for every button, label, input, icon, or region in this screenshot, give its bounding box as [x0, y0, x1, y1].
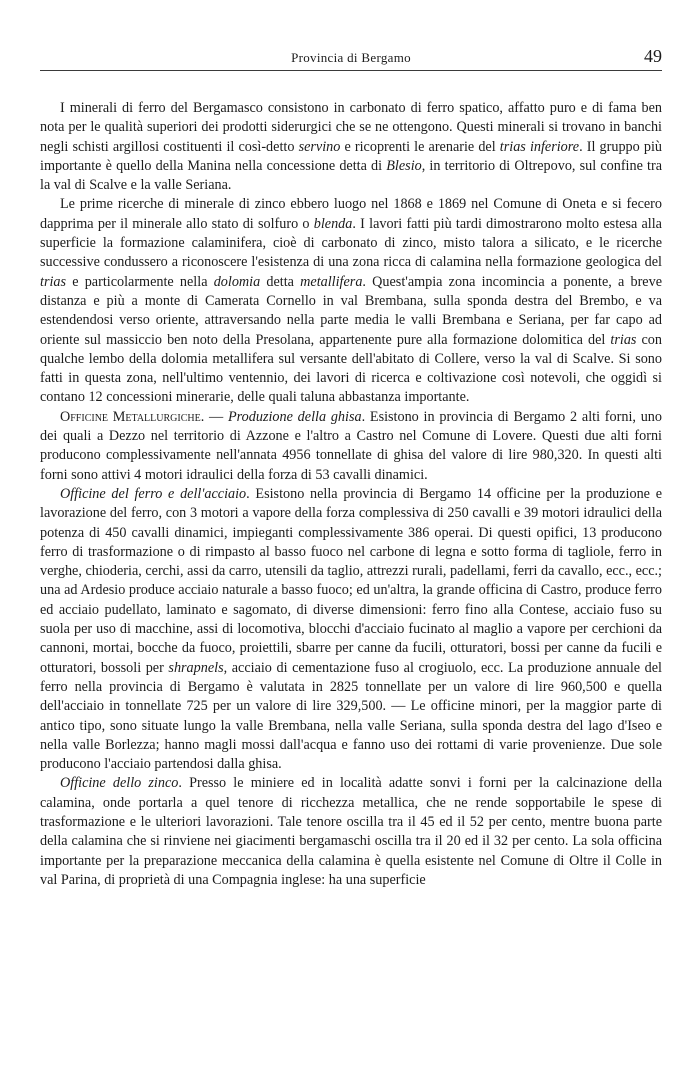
- paragraph-zinc-research: Le prime ricerche di minerale di zinco ebbero luogo nel 1868 e 1869 nel Comune di Oneta e si fecero dapprima per il minerale allo stato di solfuro o blenda. I lavori fatti più tardi dimostrarono molto estesa alla superficie la formazione calaminifera, cioè di carbonato di zinco, misto talora a silicato, e le ricerche successive condussero a riconoscere l'esistenza di una zona ricca di calamina nella formazione geologica del trias e particolarmente nella dolomia detta metallifera. Quest'ampia zona incomincia a ponente, a breve distanza e più a monte di Camerata Cornello in val Brembana, sulla sponda destra del Brembo, e va estendendosi verso oriente, attraversando nella parte media le valli Brembana e Seriana, per far capo ad oriente sul massiccio ben noto della Presolana, appartenente pure alla formazione dolomitica del trias con qualche lembo della dolomia metallifera sul versante dell'abitato di Collere, verso la val di Scalve. Si sono fatti in questa zona, nell'ultimo ventennio, dei lavori di ricerca e coltivazione così notevoli, che oggidì si contano 12 concessioni minerarie, delle quali taluna abbastanza importante.: [40, 196, 662, 406]
- paragraph-iron-minerals: I minerali di ferro del Bergamasco consistono in carbonato di ferro spatico, affatto puro e di fama ben nota per le qualità superiori dei prodotti siderurgici che se ne ottengono. Questi minerali si trovano in banchi negli schisti argillosi costituenti il così-detto servino e ricoprenti le arenarie del trias inferiore. Il gruppo più importante è quello della Manina nella concessione detta di Blesio, in territorio di Oltrepovo, sul confine tra la val di Scalve e la valle Seriana.: [40, 100, 662, 194]
- paragraph-cast-iron: Officine Metallurgiche. — Produzione della ghisa. Esistono in provincia di Bergamo 2 alti forni, uno dei quali a Dezzo nel territorio di Azzone e l'altro a Castro nel Comune di Lovere. Questi due alti forni producono complessivamente nell'annata 4956 tonnellate di ghisa del valore di lire 980,320. In questi alti forni sono attivi 4 motori idraulici della forza di 53 cavalli dinamici.: [40, 408, 662, 483]
- page-body: [40, 99, 662, 890]
- running-title: Provincia di Bergamo: [291, 50, 411, 65]
- page-header: [40, 48, 662, 71]
- paragraph-zinc-works: Officine dello zinco. Presso le miniere ed in località adatte sonvi i forni per la calcinazione della calamina, onde portarla a quel tenore di ricchezza metallica, che ne rende sopportabile le spese di trasformazione e le ulteriori lavorazioni. Tale tenore oscilla tra il 45 ed il 52 per cento, mentre buona parte della calamina che si rinviene nei giacimenti bergamaschi oscilla tra il 20 ed il 32 per cento. La sola officina importante per la preparazione meccanica della calamina è quella esistente nel Comune di Oltre il Colle in val Parina, di proprietà di una Compagnia inglese: ha una superficie: [40, 775, 662, 888]
- section-heading-metallurgical: Officine Metallurgiche.: [60, 408, 205, 425]
- paragraph-iron-steel-works: Officine del ferro e dell'acciaio. Esistono nella provincia di Bergamo 14 officine per la produzione e lavorazione del ferro, con 3 motori a vapore della forza complessiva di 250 cavalli e 39 motori idraulici della potenza di 450 cavalli dinamici, impieganti complessivamente 386 operai. Di questi opifici, 13 producono ferro di trasformazione o di rimpasto al basso fuoco nel carbone di legna e sotto forma di tagliole, ferro in verghe, chioderia, cerchi, assi da carro, utensili da taglio, attrezzi rurali, padellami, ferri da cavallo, ecc., ecc.; una ad Ardesio produce acciaio naturale a basso fuoco; ed un'altra, la grande officina di Castro, produce ferro ed acciaio pudellato, laminato e sagomato, di diverse dimensioni: ferro fino alla Contese, acciaio fuso su suola per uso di macchine, assi di locomotiva, blocchi d'acciaio fucinato al maglio a vapore per cerchioni da cannoni, mortai, bocche da fuoco, proiettili, sbarre per canne da fucili, otturatori, bossi per canne da fucili e otturatori, bossoli per shrapnels, acciaio di cementazione fuso al crogiuolo, ecc. La produzione annuale del ferro nella provincia di Bergamo è valutata in 2825 tonnellate per un valore di lire 960,500 e quella dell'acciaio in tonnellate 725 per un valore di lire 329,500. — Le officine minori, per la maggior parte di antico tipo, sono situate lungo la valle Brembana, nella valle Seriana, sulla sponda destra del lago d'Iseo e nella valle Borlezza; hanno magli mossi dall'acqua e fanno uso dei rottami di varie provenienze. Due sole producono l'acciaio partendosi dalla ghisa.: [40, 485, 663, 773]
- book-page: [40, 48, 662, 890]
- page-number: 49: [644, 46, 662, 66]
